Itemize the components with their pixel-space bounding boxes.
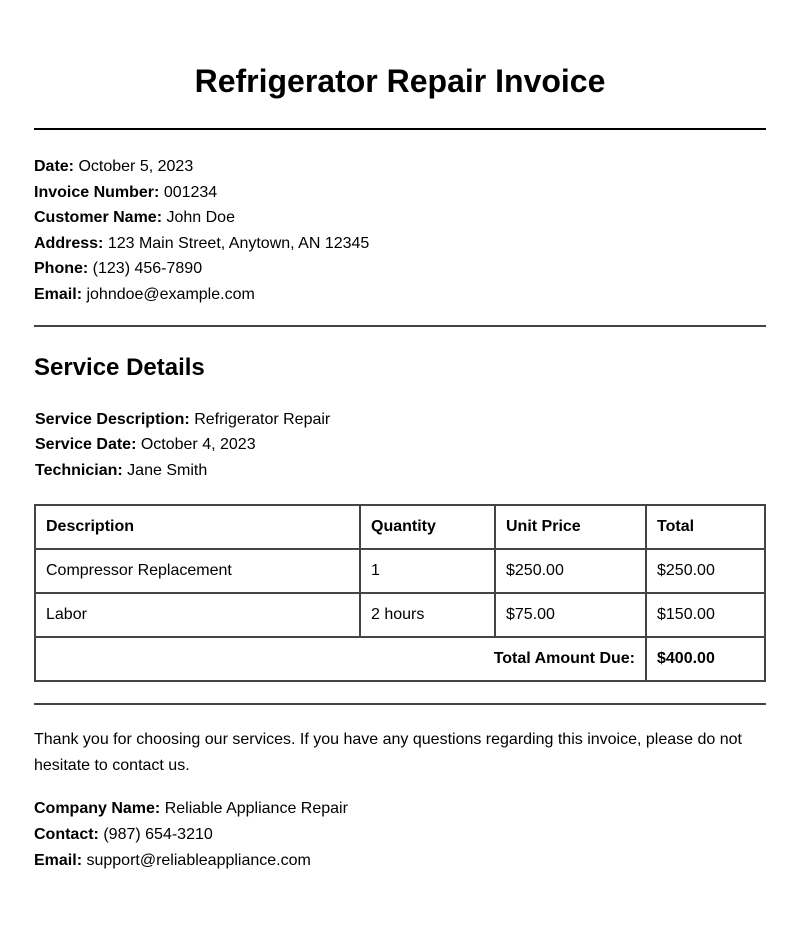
customer-name-label: Customer Name: (34, 209, 163, 227)
invoice-number-label: Invoice Number: (34, 183, 160, 201)
date-label: Date: (34, 158, 75, 175)
company-name-value: Reliable Appliance Repair (164, 800, 348, 818)
contact-value: (987) 654-3210 (103, 826, 213, 844)
title-divider (34, 128, 766, 130)
invoice-table (34, 504, 766, 682)
service-info (34, 407, 766, 484)
thank-you-text: Thank you for choosing our services. If you have any questions regarding this invoice, please do not hesitate to contact us. (34, 731, 742, 775)
service-date-row (35, 432, 766, 458)
header-description: Description (35, 505, 360, 549)
total-amount-value: $400.00 (646, 637, 765, 681)
invoice-number-row (34, 180, 766, 206)
company-name-label: Company Name: (34, 800, 161, 818)
table-divider (34, 703, 766, 705)
invoice-info (34, 154, 766, 308)
date-row (34, 154, 766, 180)
contact-row (34, 822, 766, 848)
total-amount-label: Total Amount Due: (35, 637, 646, 681)
company-email-value: support@reliableappliance.com (86, 852, 311, 870)
info-divider (34, 325, 766, 327)
technician-value: Jane Smith (127, 461, 208, 479)
contact-label: Contact: (34, 826, 99, 844)
table-row (35, 593, 765, 637)
row-description: Compressor Replacement (35, 549, 360, 593)
email-label: Email: (34, 285, 83, 303)
header-quantity: Quantity (360, 505, 495, 549)
invoice-number-value: 001234 (163, 183, 218, 201)
service-date-label: Service Date: (35, 436, 137, 454)
row-quantity: 2 hours (360, 593, 495, 637)
company-name-row (34, 796, 766, 822)
row-quantity: 1 (360, 549, 495, 593)
date-value: October 5, 2023 (78, 158, 194, 175)
row-unit-price: $75.00 (495, 593, 646, 637)
phone-label: Phone: (34, 260, 89, 278)
table-header-row (35, 505, 765, 549)
service-description-row (35, 407, 766, 433)
phone-row (34, 256, 766, 282)
address-row (34, 231, 766, 257)
header-total: Total (646, 505, 765, 549)
customer-name-value: John Doe (166, 209, 235, 227)
technician-row (35, 458, 766, 484)
technician-label: Technician: (35, 461, 123, 479)
row-total: $150.00 (646, 593, 765, 637)
email-value: johndoe@example.com (86, 285, 255, 303)
email-row (34, 282, 766, 308)
table-row (35, 549, 765, 593)
service-details-heading: Service Details (34, 353, 205, 381)
address-value: 123 Main Street, Anytown, AN 12345 (107, 234, 370, 252)
invoice-page (34, 0, 766, 874)
service-description-label: Service Description: (35, 410, 190, 428)
service-description-value: Refrigerator Repair (194, 410, 331, 428)
row-description: Labor (35, 593, 360, 637)
page-title: Refrigerator Repair Invoice (194, 63, 606, 99)
customer-name-row (34, 205, 766, 231)
address-label: Address: (34, 234, 104, 252)
phone-value: (123) 456-7890 (92, 260, 203, 278)
company-info (34, 796, 766, 874)
company-email-row (34, 848, 766, 874)
service-date-value: October 4, 2023 (140, 436, 256, 454)
header-unit-price: Unit Price (495, 505, 646, 549)
total-row (35, 637, 765, 681)
row-total: $250.00 (646, 549, 765, 593)
row-unit-price: $250.00 (495, 549, 646, 593)
company-email-label: Email: (34, 852, 83, 870)
